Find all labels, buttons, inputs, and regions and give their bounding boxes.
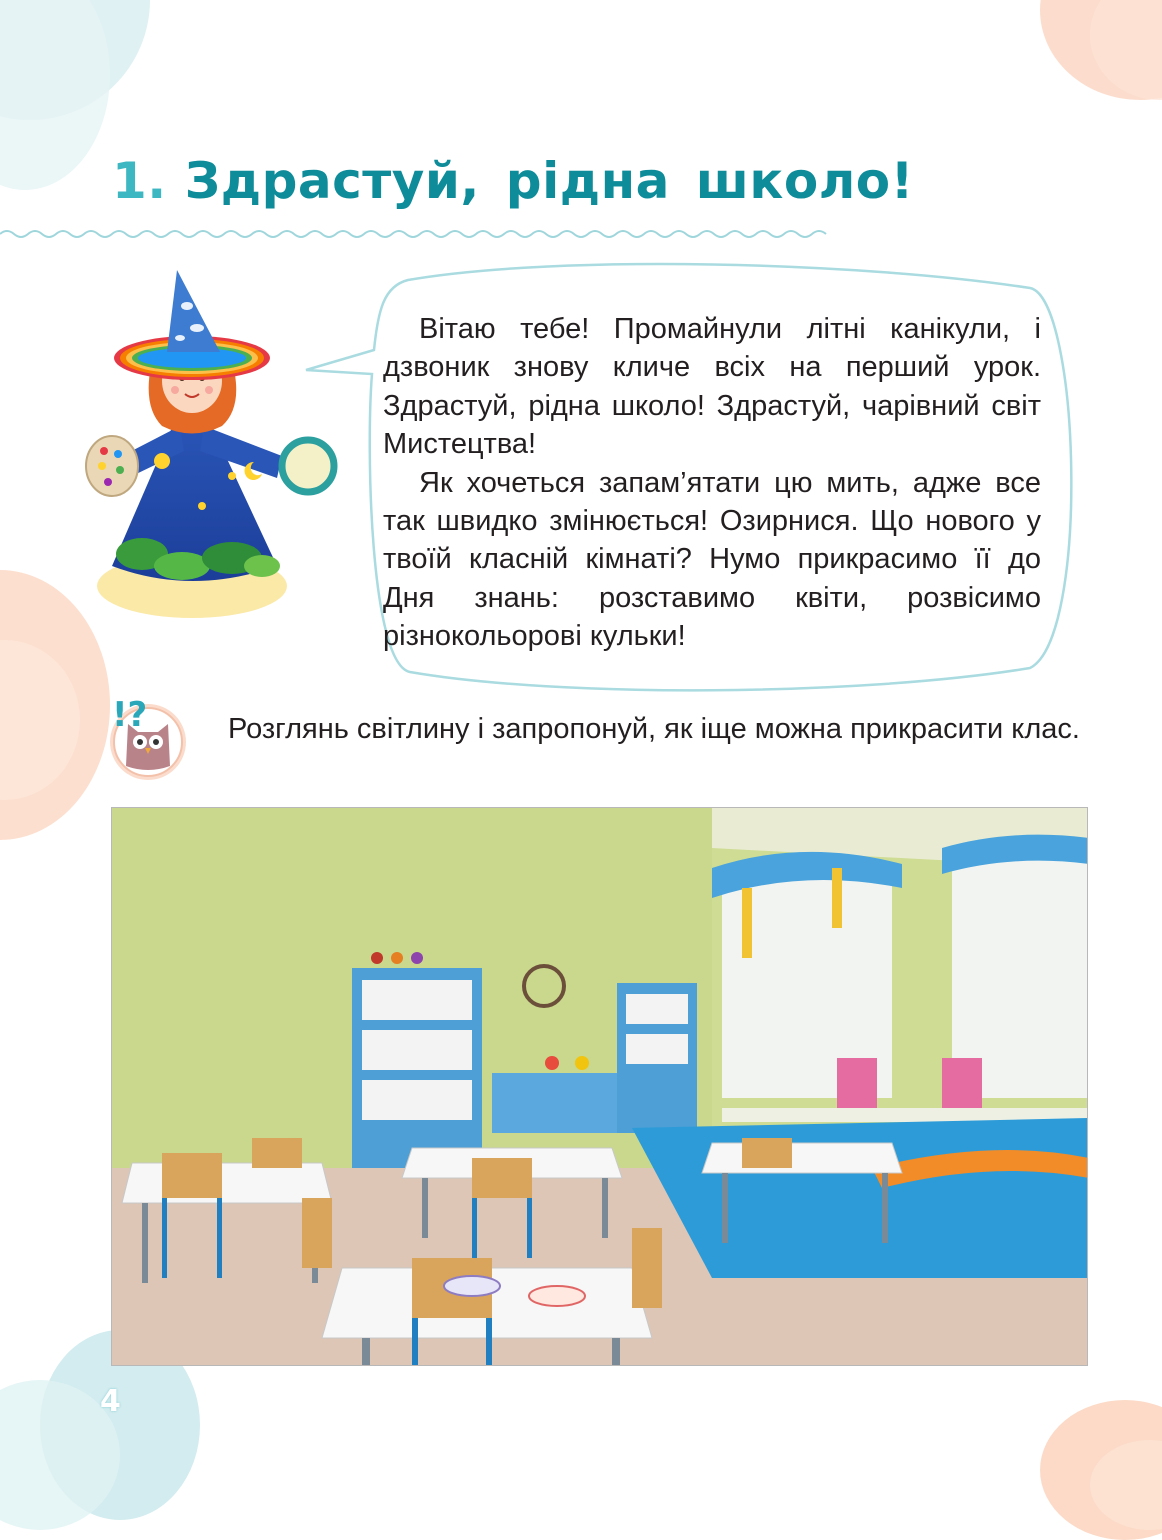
page-title — [112, 152, 914, 210]
page-number: 4 — [100, 1384, 121, 1419]
title-text: Здрастуй, рідна школо! — [184, 152, 914, 210]
speech-text — [383, 310, 1041, 656]
speech-paragraph-1: Вітаю тебе! Промайнули літні канікули, і дзвоник знову кличе всіх на перший урок. Здрастуй, рідна школо! Здрастуй, чарівний світ Мистецтва! — [383, 313, 1041, 461]
task-text: Розглянь світлину і запропонуй, як іще можна прикрасити клас. — [228, 713, 1080, 745]
classroom-photo — [111, 807, 1088, 1366]
owl-question-icon — [104, 690, 200, 782]
owl-question-marks: !? — [112, 695, 148, 735]
title-number: 1. — [112, 152, 167, 210]
speech-paragraph-2: Як хочеться запам’ятати цю мить, адже все так швидко змінюється! Озирнися. Що нового у твоїй класній кімнаті? Нумо прикрасимо її до Дня знань: розставимо квіти, розвісимо різнокольорові кульки! — [383, 466, 1041, 653]
decor-circle — [0, 0, 110, 190]
wavy-divider — [0, 226, 840, 242]
